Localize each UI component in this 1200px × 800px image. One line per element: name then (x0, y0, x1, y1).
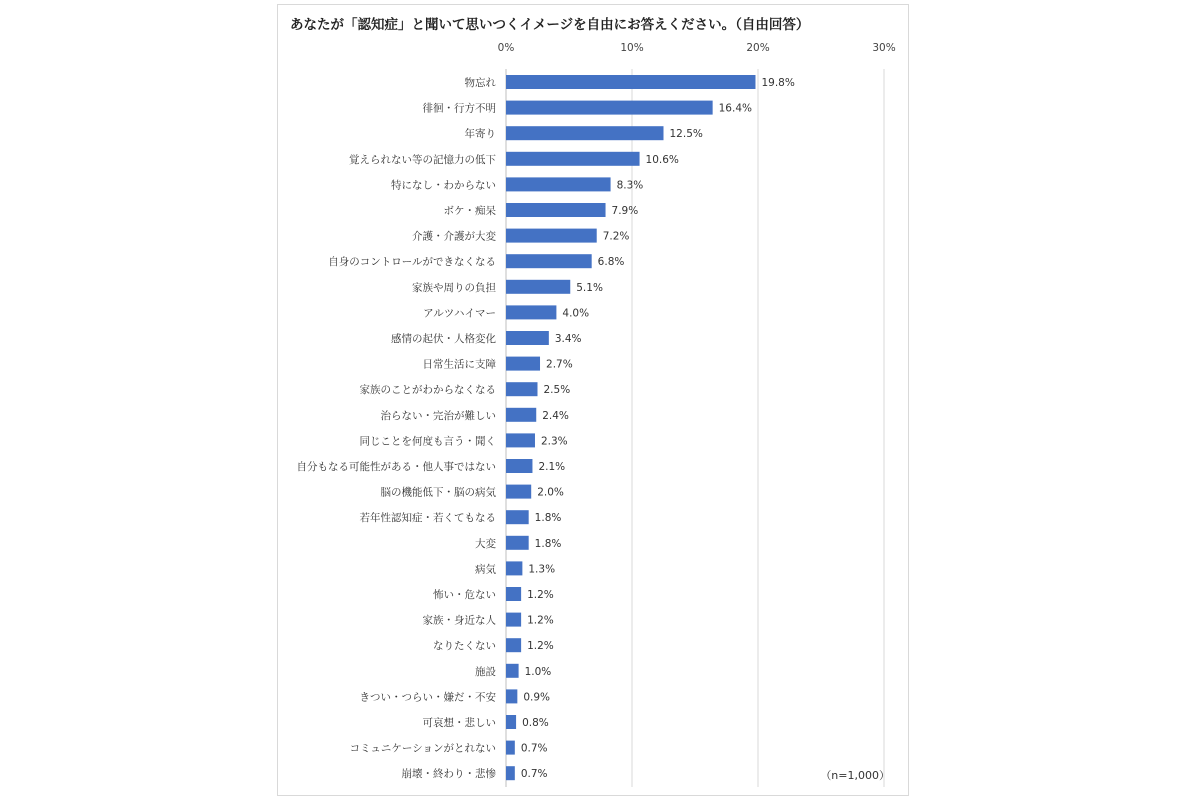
bar (506, 715, 516, 729)
category-label: アルツハイマー (423, 307, 496, 320)
value-label: 2.3% (540, 435, 568, 448)
value-label: 2.1% (538, 461, 566, 473)
value-label: 12.5% (669, 128, 703, 141)
bar (506, 280, 570, 294)
bar (506, 152, 640, 166)
bar (506, 408, 536, 422)
bar (506, 613, 521, 627)
value-label: 6.8% (597, 256, 625, 269)
value-label: 16.4% (718, 102, 752, 115)
value-label: 1.2% (527, 614, 554, 627)
category-label: 施設 (475, 665, 496, 678)
category-label: きつい・つらい・嫌だ・不安 (359, 691, 496, 704)
bar (506, 638, 521, 652)
bar (506, 357, 540, 371)
value-label: 7.2% (602, 230, 630, 243)
value-label: 10.6% (645, 153, 679, 166)
value-label: 4.0% (562, 307, 590, 320)
value-label: 0.7% (520, 742, 548, 755)
bar (506, 741, 515, 755)
value-label: 0.8% (522, 717, 549, 729)
bar (506, 126, 664, 140)
bar (506, 510, 529, 524)
category-label: 感情の起伏・人格変化 (391, 333, 496, 345)
category-label: 自分もなる可能性がある・他人事ではない (296, 461, 496, 473)
value-label: 1.3% (528, 563, 556, 576)
x-tick-label: 30% (872, 42, 896, 54)
bar (506, 331, 549, 345)
value-label: 7.9% (611, 205, 639, 217)
category-label: 日常生活に支障 (422, 358, 496, 371)
x-tick-label: 20% (746, 42, 770, 54)
bar (506, 587, 521, 601)
bar (506, 664, 519, 678)
category-label: 家族のことがわからなくなる (359, 384, 496, 397)
bar-chart (278, 5, 908, 795)
bar (506, 382, 538, 396)
value-label: 1.0% (524, 665, 552, 678)
value-label: 1.2% (527, 640, 554, 653)
value-label: 1.2% (527, 589, 554, 601)
value-label: 1.8% (534, 537, 562, 550)
category-label: 特になし・わからない (391, 179, 496, 192)
category-label: 治らない・完治が難しい (380, 409, 496, 422)
sample-size-note: （n=1,000） (820, 769, 890, 782)
bar (506, 459, 532, 473)
chart-frame (277, 4, 909, 796)
value-label: 2.7% (546, 358, 573, 371)
category-label: 介護・介護が大変 (412, 230, 496, 243)
bar (506, 766, 515, 780)
bar (506, 305, 556, 319)
bar (506, 561, 522, 575)
value-label: 3.4% (554, 333, 582, 345)
bar (506, 229, 597, 243)
category-label: 自身のコントロールができなくなる (328, 256, 496, 269)
category-label: 年寄り (464, 128, 496, 141)
bar (506, 689, 517, 703)
value-label: 2.5% (543, 384, 571, 397)
bar (506, 101, 713, 115)
category-label: 病気 (475, 563, 496, 576)
bar (506, 254, 592, 268)
category-label: 物忘れ (464, 77, 496, 89)
value-label: 5.1% (576, 281, 603, 294)
bar (506, 203, 606, 217)
category-label: 若年性認知症・若くてもなる (359, 512, 496, 525)
category-label: 崩壊・終わり・悲惨 (401, 768, 496, 781)
category-label: 徘徊・行方不明 (422, 102, 496, 115)
category-label: 家族や周りの負担 (412, 281, 496, 294)
value-label: 0.9% (523, 691, 551, 704)
value-label: 19.8% (761, 77, 795, 89)
bar (506, 536, 529, 550)
category-label: なりたくない (433, 640, 496, 653)
category-label: 可哀想・悲しい (422, 717, 496, 729)
category-label: 覚えられない等の記憶力の低下 (349, 153, 496, 166)
value-label: 8.3% (616, 179, 644, 192)
category-label: 家族・身近な人 (422, 614, 496, 627)
value-label: 0.7% (520, 768, 548, 781)
value-label: 1.8% (534, 512, 562, 525)
value-label: 2.4% (542, 409, 569, 422)
bar (506, 485, 531, 499)
bar (506, 177, 611, 191)
category-label: コミュニケーションがとれない (349, 742, 496, 755)
category-label: 同じことを何度も言う・聞く (359, 435, 496, 448)
category-label: 大変 (475, 537, 496, 550)
value-label: 2.0% (537, 486, 564, 499)
x-tick-label: 10% (620, 42, 644, 54)
bar (506, 433, 535, 447)
category-label: 脳の機能低下・脳の病気 (380, 486, 496, 499)
category-label: 怖い・危ない (433, 589, 496, 601)
bar (506, 75, 755, 89)
category-label: ボケ・痴呆 (443, 205, 496, 217)
chart-title: あなたが「認知症」と聞いて思いつくイメージを自由にお答えください。（自由回答） (290, 17, 810, 33)
x-tick-label: 0% (497, 42, 515, 54)
